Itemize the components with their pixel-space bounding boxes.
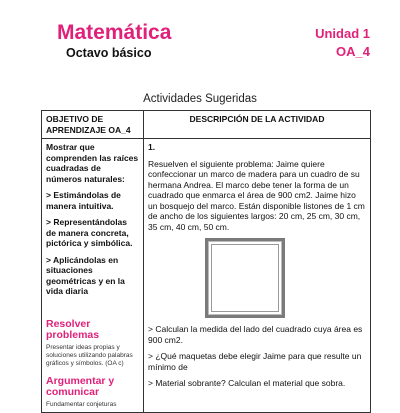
problem-text: Resuelven el siguiente problema: Jaime quiere confeccionar un marco de madera para un cuadro de su hermana Andrea. El marco debe tener la forma de un cuadrado que enmarca el área de 900 cm2. Jaime hizo un bosquejo del marco. Están disponible listones de 1 cm de ancho de los siguientes largos: 20 cm, 25 cm, 30 cm, 35 cm, 40 cm, 50 cm. (148, 158, 365, 232)
skill-title: Resolver problemas (46, 317, 100, 341)
question-item: > ¿Qué maquetas debe elegir Jaime para que resulte un mínimo de (148, 351, 362, 372)
skill-text: Fundamentar conjeturas (46, 400, 117, 408)
section-heading: Actividades Sugeridas (143, 93, 257, 105)
activity-number: 1. (148, 142, 156, 152)
objective-bullet: > Representándolas de manera concreta, pictórica y simbólica. (46, 217, 133, 248)
question-item: > Calculan la medida del lado del cuadrado cuya área es 900 cm2. (148, 324, 363, 345)
objective-header: OBJETIVO DE APRENDIZAJE OA_4 (42, 111, 144, 139)
objective-bullet: > Estimándolas de manera intuitiva. (46, 190, 121, 211)
objective-bullet: > Aplicándolas en situaciones geométricas y en la vida diaria (46, 254, 125, 296)
objective-cell (42, 139, 144, 413)
document-subtitle: Octavo básico (66, 46, 152, 60)
description-cell (144, 139, 371, 413)
description-header: DESCRIPCIÓN DE LA ACTIVIDAD (144, 111, 371, 139)
objective-lead: Mostrar que comprenden las raíces cuadradas de números naturales: (46, 142, 139, 184)
square-frame-image (205, 238, 285, 318)
skill-text: Presentar ideas propias y soluciones utilizando palabras gráficos y símbolos. (OA c) (46, 343, 133, 367)
question-item: > Material sobrante? Calculan el material que sobra. (148, 378, 346, 388)
skill-title: Argumentar y comunicar (46, 374, 115, 398)
document-title: Matemática (57, 21, 172, 44)
header-left (57, 22, 171, 60)
frame-sketch (148, 238, 366, 318)
table-row (42, 139, 371, 413)
activities-table (41, 110, 371, 413)
oa-label: OA_4 (336, 44, 370, 59)
unit-label: Unidad 1 (315, 26, 370, 41)
header-right (315, 26, 370, 60)
table-header-row (42, 111, 371, 139)
